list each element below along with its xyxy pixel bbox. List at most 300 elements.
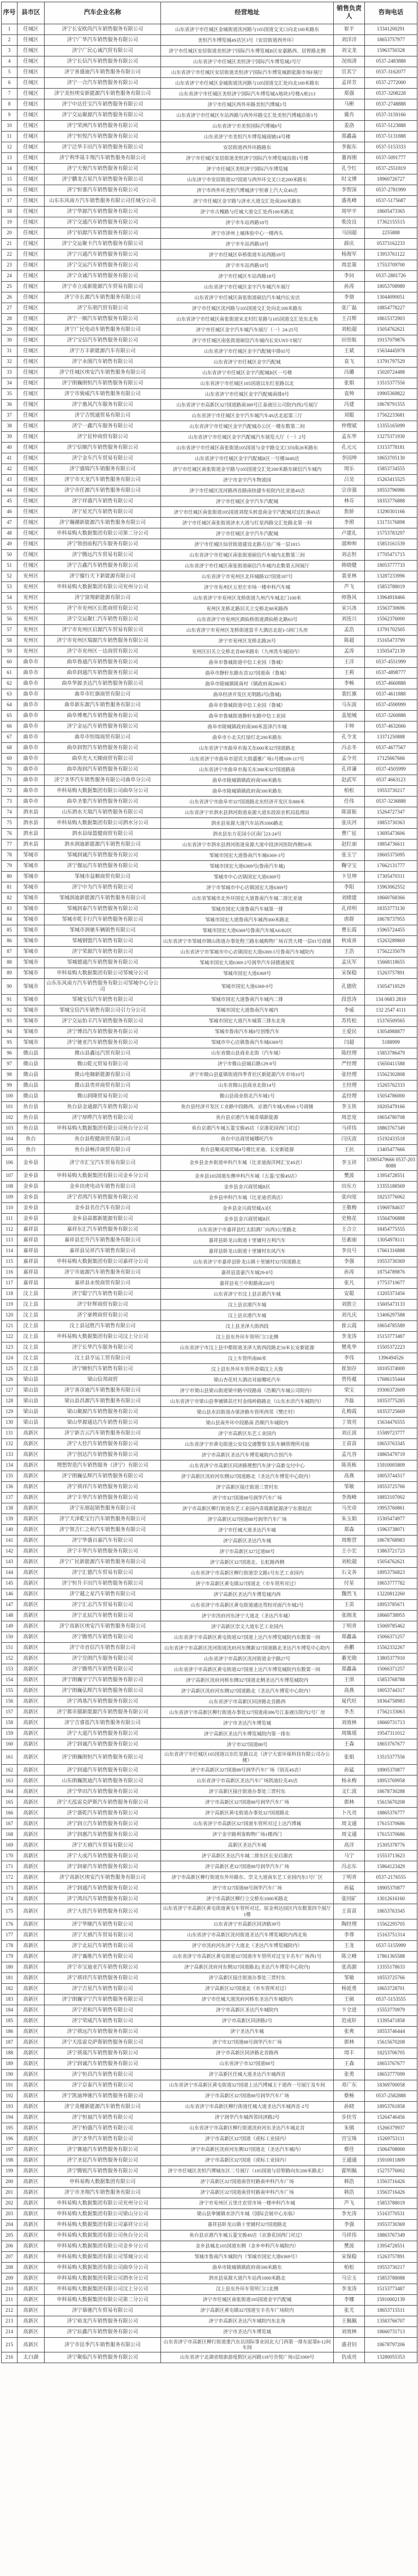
cell-company: 济宁高新区埃安汽车销售服务有限公司 <box>45 1621 161 1632</box>
cell-address: 济宁市高新区同济路2号 <box>161 2015 334 2026</box>
cell-district: 任城区 <box>18 185 45 196</box>
cell-phone: 15963062552 <box>365 882 417 893</box>
cell-contact: 史格花 <box>334 1214 365 1224</box>
table-row <box>2 764 417 775</box>
cell-company: 济宁东朋汽贸有限公司 <box>45 303 161 314</box>
cell-phone: 18654780708 <box>365 1112 417 1123</box>
cell-address: 曲阜市陵城镇镇政府南500米路东 <box>161 2262 334 2273</box>
table-row <box>2 732 417 743</box>
cell-company: 济宁润立汽车销售服务有限公司 <box>45 1818 161 1829</box>
cell-company: 济宁瀚潮新能源汽车销售服务有限公司 <box>45 518 161 528</box>
table-row <box>2 936 417 947</box>
cell-district: 高新区 <box>18 2144 45 2155</box>
cell-address: 济宁市任城区南张街道济水大道与红星西路交汇处路北第一间 <box>161 518 334 528</box>
cell-company: 济宁襄维汽车销售有限公司 <box>45 1951 161 1962</box>
cell-seq: 171 <box>2 1861 18 1872</box>
cell-contact: 霍明佩 <box>334 2166 365 2176</box>
cell-district: 任城区 <box>18 35 45 46</box>
cell-contact: 王洋 <box>334 657 365 668</box>
cell-phone: 15269753111 <box>365 2133 417 2144</box>
cell-address: 济宁高新区接庄街道三贾村东 <box>161 1482 334 1493</box>
cell-contact: 柏松 <box>334 2262 365 2273</box>
table-row <box>2 475 417 486</box>
cell-district: 兖州区 <box>18 614 45 625</box>
cell-company: 邹城市益顺商贸有限公司 <box>45 872 161 882</box>
table-row <box>2 1643 417 1654</box>
table-row <box>2 893 417 904</box>
cell-seq: 19 <box>2 217 18 228</box>
cell-district: 任城区 <box>18 518 45 528</box>
cell-company: 济宁润诚汽车销售服务有限公司 <box>45 1739 161 1750</box>
cell-company: 济宁君和汽车销售有限公司 <box>45 2005 161 2015</box>
cell-phone: 18205479166 <box>365 1101 417 1112</box>
cell-district: 任城区 <box>18 132 45 142</box>
cell-phone: 18854736611 <box>365 839 417 850</box>
cell-address: 山东济宁市安居街道327国道与西外环交叉口北200米路东 <box>161 174 334 185</box>
cell-phone: 15963750328 <box>365 46 417 56</box>
cell-district: 任城区 <box>18 561 45 571</box>
table-row <box>2 1471 417 1482</box>
table-row <box>2 1940 417 1951</box>
cell-contact: 刘绪建 <box>334 893 365 904</box>
cell-district: 梁山县 <box>18 1385 45 1396</box>
cell-phone: 15163770531 <box>365 2208 417 2219</box>
cell-address: 山东省济宁市曲阜市海关东600米327国道路北 <box>161 743 334 754</box>
cell-company: 济宁市兖州区一达商贸有限公司 <box>45 646 161 657</box>
cell-contact: 丁明青 <box>334 1621 365 1632</box>
cell-seq: 122 <box>2 1332 18 1342</box>
cell-contact: 朱玉娟 <box>334 1514 365 1525</box>
table-row <box>2 1203 417 1214</box>
cell-address: 济宁市高新区327过道88号 <box>161 1546 334 1557</box>
table-row <box>2 947 417 957</box>
cell-district: 高新区 <box>18 1797 45 1808</box>
table-row <box>2 925 417 936</box>
cell-address: 济宁市高新区同济路北首路西 <box>161 2048 334 2058</box>
cell-seq: 94 <box>2 1026 18 1037</box>
cell-address: 山东省济宁市任城区车站西路与西外环路交汇处美恒汽博城沿街1号 <box>161 110 334 121</box>
cell-phone: 18353773130 <box>365 904 417 915</box>
cell-company: 申科易购大数据集团有限公司曲阜分公司 <box>45 786 161 797</box>
cell-seq: 28 <box>2 314 18 325</box>
cell-phone: 132 2547 4111 <box>365 1005 417 1016</box>
cell-contact: 唐群 <box>334 915 365 925</box>
cell-seq: 22 <box>2 250 18 260</box>
cell-phone: 15263415525 <box>365 475 417 486</box>
cell-seq: 160 <box>2 1739 18 1750</box>
cell-district: 汶上县 <box>18 1364 45 1375</box>
cell-company: 济宁君鸿汽车销售服务有限公司 <box>45 1192 161 1203</box>
cell-company: 曲阜光大天顺商贸有限公司 <box>45 754 161 764</box>
cell-district: 任城区 <box>18 507 45 518</box>
cell-company: 济宁驰亚汽车销售服务有限公司 <box>45 1037 161 1048</box>
cell-seq: 71 <box>2 775 18 786</box>
cell-phone: 15192433518 <box>365 1134 417 1144</box>
table-row <box>2 1235 417 1246</box>
cell-seq: 169 <box>2 1840 18 1851</box>
cell-contact: 柏松 <box>334 786 365 797</box>
cell-contact: 董再刚 <box>334 153 365 164</box>
cell-phone: 13220812260 <box>365 1589 417 1600</box>
cell-address: 汶上县圣泽大街西段 <box>161 1321 334 1332</box>
cell-contact: 焦娇 <box>334 507 365 518</box>
cell-seq: 101 <box>2 1101 18 1112</box>
table-row <box>2 582 417 593</box>
cell-company: 理想智造汽车销售服务（济宁）有限公司 <box>45 1460 161 1471</box>
cell-contact: 李国坤 <box>334 453 365 464</box>
cell-district: 曲阜市 <box>18 668 45 679</box>
cell-contact: 李允涛 <box>334 2208 365 2219</box>
cell-company: 济宁昆仲商贸有限公司 <box>45 432 161 443</box>
cell-seq: 11 <box>2 132 18 142</box>
cell-company: 嘉祥县宏升汽车销售服务有限公司 <box>45 1235 161 1246</box>
table-row <box>2 1428 417 1439</box>
table-row <box>2 1005 417 1016</box>
cell-company: 申科易购大数据集团有限公司曲阜分公司 <box>45 2262 161 2273</box>
cell-contact: 马宗玉 <box>334 2273 365 2284</box>
cell-contact: 任伟 <box>334 797 365 807</box>
cell-phone: 15668118655 <box>365 957 417 968</box>
cell-address: 金乡县金乡街道申科汽车城（比亚迪海洋网汇宝4S店） <box>161 1155 334 1171</box>
cell-district: 嘉祥县 <box>18 1235 45 1246</box>
table-row <box>2 2251 417 2262</box>
cell-contact: 邹敏 <box>334 1973 365 1983</box>
cell-address: 山东省济宁市美恒国际汽博城6号 <box>161 121 334 132</box>
cell-address: 济宁市高新区东艺工业园内 <box>161 1428 334 1439</box>
cell-phone: 15553713623 <box>365 1851 417 1861</box>
cell-seq: 176 <box>2 1919 18 1930</box>
cell-company: 曲阜润通汽车销售服务有限公司 <box>45 668 161 679</box>
cell-address: 金乡县城北105国道东侧（金乡申科汽车城院内） <box>161 2241 334 2251</box>
table-row <box>2 2133 417 2144</box>
table-row <box>2 797 417 807</box>
cell-contact: 周丰 <box>334 2048 365 2058</box>
cell-phone: 15305474977 <box>365 1514 417 1525</box>
cell-phone: 18653763345 <box>365 1439 417 1450</box>
cell-address: 山东省济宁市高新区柳行街道重汽东岳国际事业园北大门西第一排东起第8-12间车间 <box>161 2337 334 2352</box>
cell-contact: 周甲平 <box>334 207 365 217</box>
cell-company: 济宁天俊汽车销售服务有限公司 <box>45 164 161 174</box>
cell-seq: 74 <box>2 807 18 818</box>
cell-seq: 102 <box>2 1112 18 1123</box>
cell-seq: 152 <box>2 1654 18 1664</box>
cell-address: 邹城市国宏大道6369号鲁南汽车城A6/B2区 <box>161 925 334 936</box>
cell-address: 邹城市国宏大道鲁南汽车城内二排 <box>161 994 334 1005</box>
cell-seq: 106 <box>2 1155 18 1171</box>
table-row <box>2 1091 417 1101</box>
cell-district: 高新区 <box>18 2187 45 2198</box>
cell-phone: 0537-4590999 <box>365 700 417 711</box>
cell-address: 山东省济宁市任城区金宇汽配城中排05号 <box>161 346 334 357</box>
cell-address: 济宁市邹城市中心店镇国宏大道6369号 <box>161 882 334 893</box>
cell-district: 高新区 <box>18 1686 45 1696</box>
cell-seq: 2 <box>2 35 18 46</box>
cell-district: 任城区 <box>18 303 45 314</box>
cell-contact: 官其宁 <box>334 67 365 78</box>
table-row <box>2 1525 417 1536</box>
cell-company: 济宁荣洲汽车销售服务有限公司 <box>45 121 161 132</box>
cell-district: 高新区 <box>18 1861 45 1872</box>
cell-address: 山东省济宁市高新区同济路39号 <box>161 1919 334 1930</box>
cell-address: 邹城市国宏大道鲁南汽车城第一排 <box>161 904 334 915</box>
cell-company: 济宁鸿昌汽车销售服务有限公司 <box>45 1893 161 1904</box>
cell-seq: 87 <box>2 947 18 957</box>
cell-district: 邹城市 <box>18 979 45 995</box>
cell-district: 高新区 <box>18 1729 45 1739</box>
cell-seq: 24 <box>2 271 18 282</box>
cell-contact: 孟令亮 <box>334 754 365 764</box>
cell-contact: 张向宽 <box>334 1192 365 1203</box>
table-row <box>2 1493 417 1503</box>
cell-seq: 52 <box>2 571 18 582</box>
table-row <box>2 1439 417 1450</box>
table-row <box>2 1418 417 1428</box>
table-row <box>2 1144 417 1155</box>
cell-company: 泗水润迪新能源汽车销售有限公司 <box>45 839 161 850</box>
cell-company: 济宁长华汽车服务有限公司 <box>45 1342 161 1353</box>
cell-company: 济宁祺远汽车销售服务有限公司 <box>45 2026 161 2037</box>
cell-district: 高新区 <box>18 2294 45 2305</box>
table-row <box>2 507 417 518</box>
cell-company: 济宁创达汽车销售服务有限公司 <box>45 1450 161 1460</box>
cell-seq: 178 <box>2 1940 18 1951</box>
cell-company: 济宁天禧汽车贸易有限公司 <box>45 1840 161 1851</box>
cell-district: 高新区 <box>18 2123 45 2133</box>
cell-company: 济宁交运怡丰汽车销售服务有限公司 <box>45 1016 161 1026</box>
cell-phone: 17362155515 <box>365 217 417 228</box>
cell-phone: 0537-2881726 <box>365 271 417 282</box>
cell-district: 高新区 <box>18 1707 45 1718</box>
cell-phone: 19553730217 <box>365 2262 417 2273</box>
cell-company: 申科易购大数据集团有限公司鱼台分公司 <box>45 2230 161 2241</box>
column-header-company: 汽车企业名称 <box>45 2 161 24</box>
cell-address: 山东省济宁市任城区金宇汽车城汽车4S店北起第三厅 <box>161 410 334 421</box>
cell-contact: 王苗苗 <box>334 1904 365 1919</box>
cell-seq: 172 <box>2 1872 18 1883</box>
table-row <box>2 915 417 925</box>
cell-address: 济宁市任城区金宇汽车汽配城 <box>161 528 334 539</box>
cell-phone: 0537-3260888 <box>365 711 417 721</box>
cell-company: 济宁喜彦迪汽车销售服务有限公司 <box>45 1385 161 1396</box>
cell-company: 鱼台县程健商贸有限公司 <box>45 1134 161 1144</box>
cell-address: 邹城市鲁南汽车城8号创维汽车 <box>161 1026 334 1037</box>
cell-district: 曲阜市 <box>18 743 45 754</box>
cell-address: 美恒汽车博览城4S店区3号（安居街道西外环） <box>161 35 334 46</box>
cell-phone: 0537-3208228 <box>365 89 417 99</box>
cell-district: 高新区 <box>18 1739 45 1750</box>
cell-contact: 李问 <box>334 271 365 282</box>
table-row <box>2 1460 417 1471</box>
cell-company: 济宁宝信汽车销售服务有限公司 <box>45 335 161 346</box>
cell-company: 济宁市首信汽车销售有限公司 <box>45 1643 161 1654</box>
cell-address: 山东省济宁市任城区南张街道105国道与金宇路交叉口向南28米路东 <box>161 443 334 453</box>
cell-district: 汶上县 <box>18 1353 45 1364</box>
cell-address: 兖州区旧关立交桥北首88米路东（九州洗车城园内） <box>161 646 334 657</box>
cell-phone: 15969784637 <box>365 1203 417 1214</box>
cell-phone: 15265762333 <box>365 1080 417 1091</box>
cell-district: 任城区 <box>18 250 45 260</box>
cell-district: 高新区 <box>18 2251 45 2262</box>
table-row <box>2 217 417 228</box>
cell-seq: 4 <box>2 56 18 67</box>
cell-contact: 王抗 <box>334 1144 365 1155</box>
cell-phone: 15066371257 <box>365 1664 417 1675</box>
cell-address: 微山县商业街北汽车城1号 <box>161 1091 334 1101</box>
cell-contact: 张高源 <box>334 1962 365 1973</box>
cell-phone: 18553725766 <box>365 1482 417 1493</box>
cell-seq: 60 <box>2 657 18 668</box>
cell-company: 济宁朗巍宇宁汽车销售服务有限公司 <box>45 1994 161 2005</box>
cell-company: 济宁越之星汽车销售有限公司 <box>45 1589 161 1600</box>
cell-district: 高新区 <box>18 2155 45 2166</box>
cell-phone: 15910002139 <box>365 2294 417 2305</box>
cell-seq: 41 <box>2 453 18 464</box>
table-row <box>2 1278 417 1289</box>
cell-phone: 17861365588 <box>365 1951 417 1962</box>
cell-address: 济宁高新区老327国道88号润华汽车广场 <box>161 1861 334 1872</box>
cell-seq: 123 <box>2 1342 18 1353</box>
cell-seq: 33 <box>2 368 18 378</box>
table-row <box>2 335 417 346</box>
cell-seq: 165 <box>2 1797 18 1808</box>
cell-phone: 18253706705 <box>365 2048 417 2058</box>
cell-contact: 杨永梅 <box>334 1775 365 1786</box>
table-row <box>2 1536 417 1546</box>
cell-address: 嘉祥县卧龙山街道十里铺村东风汽车 <box>161 1246 334 1257</box>
cell-seq: 80 <box>2 872 18 882</box>
cell-phone: 13583766707 <box>365 2316 417 2326</box>
cell-seq: 12 <box>2 142 18 153</box>
cell-contact: 李海峰 <box>334 1493 365 1503</box>
column-header-contact: 销售负责人 <box>334 2 365 24</box>
cell-contact: 段思涛 <box>334 994 365 1005</box>
cell-seq: 206 <box>2 2241 18 2251</box>
cell-contact: 张同矿 <box>334 1893 365 1904</box>
cell-address: 济宁市圣达汽车博览城 <box>161 2326 334 2337</box>
table-row <box>2 1332 417 1342</box>
cell-company: 济宁泛华丰田汽车销售服务有限公司 <box>45 142 161 153</box>
cell-phone: 18953769958 <box>365 1775 417 1786</box>
cell-contact: 赵红丽 <box>334 839 365 850</box>
cell-contact: 崔加存 <box>334 1364 365 1375</box>
cell-company: 济宁信顺汽车销售服务有限公司 <box>45 443 161 453</box>
cell-seq: 38 <box>2 421 18 432</box>
cell-company: 济宁华源汽车销售服务有限公司 <box>45 207 161 217</box>
table-row <box>2 432 417 443</box>
cell-district: 汶上县 <box>18 1332 45 1342</box>
cell-district: 高新区 <box>18 2015 45 2026</box>
cell-phone: 15054786000 <box>365 1091 417 1101</box>
cell-contact: 樊波 <box>334 2241 365 2251</box>
cell-address: 济宁市任城区南张街道105国道金宇汽配城 <box>161 2294 334 2305</box>
cell-seq: 98 <box>2 1069 18 1080</box>
cell-address: 山东省济宁市高新区同济路北首路西 <box>161 1696 334 1707</box>
cell-district: 任城区 <box>18 121 45 132</box>
cell-district: 任城区 <box>18 228 45 239</box>
table-row <box>2 636 417 646</box>
table-row <box>2 1883 417 1893</box>
cell-seq: 25 <box>2 282 18 292</box>
table-row <box>2 1578 417 1589</box>
cell-contact: 刘效林 <box>334 1718 365 1729</box>
cell-contact: 宫宝珠 <box>334 2133 365 2144</box>
cell-contact: 郑鑫淼 <box>334 1632 365 1643</box>
cell-address: 济宁高新区327国道南营村路南申科汽车广场 <box>161 2176 334 2187</box>
cell-phone: 18653763345 <box>365 1904 417 1919</box>
cell-address: 山东省济宁市任城区南张街道硕信汽车城内长安店 <box>161 292 334 303</box>
cell-address: 汶上县京港汽车城 <box>161 1310 334 1321</box>
cell-seq: 107 <box>2 1171 18 1182</box>
cell-phone: 13280055353 <box>365 2352 417 2363</box>
cell-contact: 孙鹏 <box>334 1643 365 1654</box>
cell-address: 济宁市高新区洸府河东侧327国道北（圣达汽车城内） <box>161 2144 334 2155</box>
table-row <box>2 603 417 614</box>
cell-contact: 张凡 <box>334 1278 365 1289</box>
table-row <box>2 1851 417 1861</box>
cell-district: 邹城市 <box>18 872 45 882</box>
cell-address: 山东省济宁市任城区金城街道洸河路与105国道交叉口向北100米路东 <box>161 24 334 35</box>
cell-address: 山东省济宁市高新区同济路理想汽车济宁高新交付中心 <box>161 1460 334 1471</box>
cell-phone: 15910005809 <box>365 1460 417 1471</box>
cell-phone: 18853730363 <box>365 818 417 829</box>
cell-phone: 18678730288 <box>365 1786 417 1797</box>
cell-contact: 张阁龙 <box>334 1611 365 1621</box>
cell-district: 高新区 <box>18 1578 45 1589</box>
table-row <box>2 1707 417 1718</box>
cell-seq: 78 <box>2 850 18 861</box>
cell-district: 高新区 <box>18 1951 45 1962</box>
table-row <box>2 1503 417 1514</box>
table-row <box>2 861 417 872</box>
cell-contact: 马国超 <box>334 228 365 239</box>
cell-company: 微山电咖新能源有限公司 <box>45 1069 161 1080</box>
table-row <box>2 24 417 35</box>
cell-phone: 18053708989 <box>365 282 417 292</box>
cell-phone: 18678737955 <box>365 915 417 925</box>
cell-contact: 孟庆军 <box>334 957 365 968</box>
cell-contact: 盛君钊 <box>334 2337 365 2352</box>
cell-phone: 15153773487 <box>365 2284 417 2294</box>
cell-company: 嘉祥县永悦商贸有限公司 <box>45 1278 161 1289</box>
cell-seq: 63 <box>2 689 18 700</box>
cell-district: 高新区 <box>18 1919 45 1930</box>
cell-seq: 119 <box>2 1300 18 1310</box>
cell-district: 邹城市 <box>18 925 45 936</box>
cell-contact: 马光帝 <box>334 1503 365 1514</box>
cell-seq: 167 <box>2 1818 18 1829</box>
cell-contact: 孙猛 <box>334 1883 365 1893</box>
cell-district: 任城区 <box>18 292 45 303</box>
cell-seq: 64 <box>2 700 18 711</box>
cell-company: 济宁市骏威汽车销售服务有限公司 <box>45 389 161 400</box>
cell-seq: 216 <box>2 2352 18 2363</box>
table-row <box>2 1994 417 2005</box>
cell-district: 高新区 <box>18 1786 45 1797</box>
cell-address: 山东省济宁市高新区柳行街道任城大道圣达汽车城西首-2号 <box>161 2101 334 2112</box>
cell-district: 高新区 <box>18 1851 45 1861</box>
cell-seq: 17 <box>2 196 18 207</box>
cell-phone: 15853786479 <box>365 1048 417 1059</box>
cell-company: 济宁轩辉商贸有限公司 <box>45 1300 161 1310</box>
cell-phone: 15864123429 <box>365 1861 417 1872</box>
cell-address: 济宁高新区圣达汽车博览城内西 <box>161 1589 334 1600</box>
cell-seq: 46 <box>2 507 18 518</box>
cell-address: 金乡县105国道东侧申科汽车城（五菱/宝骏4S店） <box>161 1171 334 1182</box>
cell-seq: 150 <box>2 1632 18 1643</box>
cell-company: 济宁都市猫新能源汽车销售服务有限公司 <box>45 1707 161 1718</box>
table-row <box>2 1546 417 1557</box>
cell-contact: 李尊 <box>334 1930 365 1940</box>
